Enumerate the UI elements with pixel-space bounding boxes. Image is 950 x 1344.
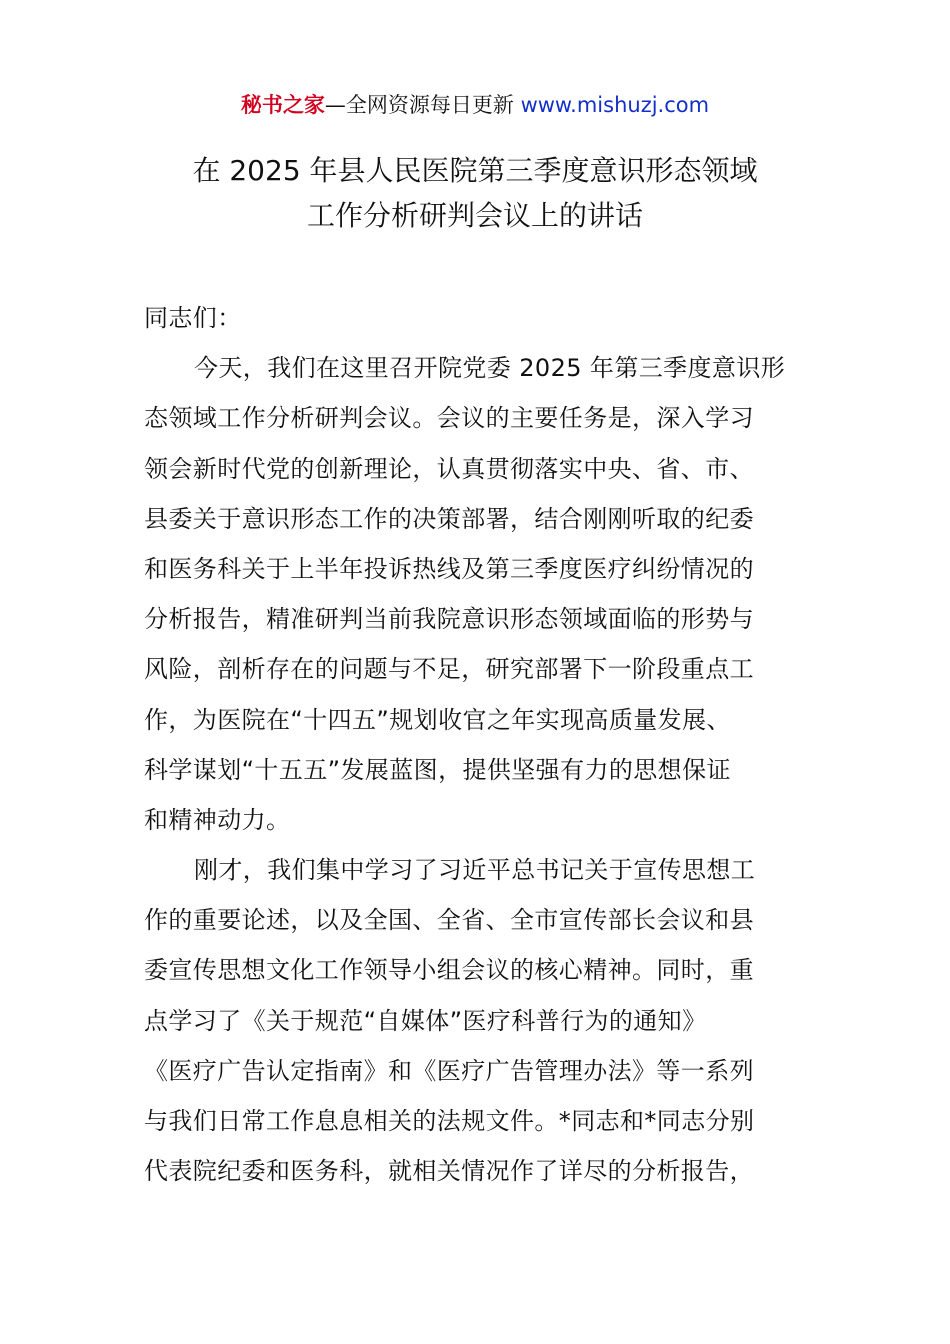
title-line: 在 2025 年县人民医院第三季度意识形态领域: [192, 154, 758, 187]
paragraph-line: 分析报告，精准研判当前我院意识形态领域面临的形势与: [144, 605, 754, 634]
paragraph-line: 《医疗广告认定指南》和《医疗广告管理办法》等一系列: [144, 1056, 754, 1085]
paragraph-line: 代表院纪委和医务科，就相关情况作了详尽的分析报告，: [144, 1157, 754, 1186]
paragraph-line: 刚才，我们集中学习了习近平总书记关于宣传思想工: [194, 856, 756, 885]
document-title: [0, 148, 950, 238]
paragraph-line: 作，为医院在“十四五”规划收官之年实现高质量发展、: [144, 705, 731, 734]
paragraph-line: 和医务科关于上半年投诉热线及第三季度医疗纠纷情况的: [144, 554, 754, 583]
salutation: 同志们：: [144, 304, 242, 332]
paragraph-line: 与我们日常工作息息相关的法规文件。*同志和*同志分别: [144, 1107, 755, 1135]
paragraph-line: 态领域工作分析研判会议。会议的主要任务是，深入学习: [144, 404, 754, 433]
site-header: [0, 88, 950, 122]
paragraph-line: 县委关于意识形态工作的决策部署，结合刚刚听取的纪委: [144, 504, 754, 533]
paragraph-line: 点学习了《关于规范“自媒体”医疗科普行为的通知》: [144, 1006, 707, 1035]
paragraph-line: 领会新时代党的创新理论，认真贯彻落实中央、省、市、: [144, 454, 754, 483]
paragraph-line: 作的重要论述，以及全国、全省、全市宣传部长会议和县: [144, 906, 754, 935]
paragraph-line: 委宣传思想文化工作领导小组会议的核心精神。同时，重: [144, 956, 754, 985]
site-tagline: —全网资源每日更新: [324, 93, 514, 117]
paragraph-line: 风险，剖析存在的问题与不足，研究部署下一阶段重点工: [144, 655, 754, 684]
paragraph-line: 科学谋划“十五五”发展蓝图，提供坚强有力的思想保证: [144, 755, 731, 784]
title-line: 工作分析研判会议上的讲话: [306, 199, 643, 232]
site-brand: 秘书之家: [240, 93, 325, 117]
paragraph-line: 今天，我们在这里召开院党委 2025 年第三季度意识形: [194, 354, 786, 383]
site-url-link[interactable]: www.mishuzj.com: [520, 93, 710, 117]
document-body: [144, 293, 806, 1196]
paragraph-line: 和精神动力。: [144, 805, 291, 834]
